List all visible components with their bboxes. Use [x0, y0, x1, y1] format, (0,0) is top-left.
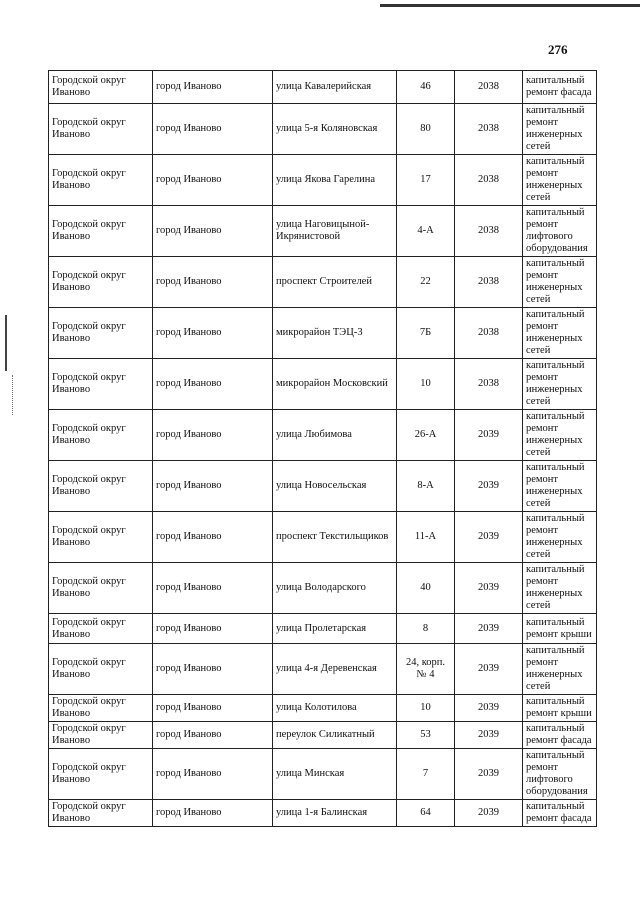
city-cell: город Иваново — [153, 104, 273, 155]
work-type-cell: капитальный ремонт фасада — [523, 800, 597, 827]
scan-edge-dots — [12, 375, 14, 415]
work-type-cell: капитальный ремонт инженерных сетей — [523, 644, 597, 695]
table-row — [49, 461, 597, 512]
work-type-cell: капитальный ремонт лифтового оборудования — [523, 749, 597, 800]
year-cell: 2039 — [455, 644, 523, 695]
okrug-cell: Городской округ Иваново — [49, 359, 153, 410]
house-number-cell: 53 — [397, 722, 455, 749]
table-row — [49, 800, 597, 827]
city-cell: город Иваново — [153, 155, 273, 206]
page-number: 276 — [548, 42, 568, 57]
street-cell: проспект Строителей — [273, 257, 397, 308]
table-row — [49, 104, 597, 155]
work-type-cell: капитальный ремонт фасада — [523, 71, 597, 104]
city-cell: город Иваново — [153, 461, 273, 512]
city-cell: город Иваново — [153, 410, 273, 461]
year-cell: 2038 — [455, 71, 523, 104]
work-type-cell: капитальный ремонт лифтового оборудования — [523, 206, 597, 257]
work-type-cell: капитальный ремонт инженерных сетей — [523, 410, 597, 461]
street-cell: улица 4-я Деревенская — [273, 644, 397, 695]
table-row — [49, 359, 597, 410]
okrug-cell: Городской округ Иваново — [49, 695, 153, 722]
city-cell: город Иваново — [153, 257, 273, 308]
city-cell: город Иваново — [153, 359, 273, 410]
work-type-cell: капитальный ремонт крыши — [523, 614, 597, 644]
street-cell: улица Наговицыной-Икрянистовой — [273, 206, 397, 257]
year-cell: 2038 — [455, 257, 523, 308]
year-cell: 2038 — [455, 206, 523, 257]
okrug-cell: Городской округ Иваново — [49, 155, 153, 206]
work-type-cell: капитальный ремонт инженерных сетей — [523, 308, 597, 359]
table-row — [49, 695, 597, 722]
house-number-cell: 22 — [397, 257, 455, 308]
street-cell: улица 1-я Балинская — [273, 800, 397, 827]
work-type-cell: капитальный ремонт фасада — [523, 722, 597, 749]
table-row — [49, 614, 597, 644]
house-number-cell: 46 — [397, 71, 455, 104]
table-row — [49, 257, 597, 308]
year-cell: 2039 — [455, 695, 523, 722]
city-cell: город Иваново — [153, 644, 273, 695]
table-row — [49, 749, 597, 800]
year-cell: 2039 — [455, 614, 523, 644]
house-number-cell: 7 — [397, 749, 455, 800]
okrug-cell: Городской округ Иваново — [49, 563, 153, 614]
table-row — [49, 644, 597, 695]
house-number-cell: 10 — [397, 359, 455, 410]
okrug-cell: Городской округ Иваново — [49, 206, 153, 257]
work-type-cell: капитальный ремонт инженерных сетей — [523, 104, 597, 155]
house-number-cell: 64 — [397, 800, 455, 827]
house-number-cell: 4-А — [397, 206, 455, 257]
work-type-cell: капитальный ремонт крыши — [523, 695, 597, 722]
house-number-cell: 17 — [397, 155, 455, 206]
okrug-cell: Городской округ Иваново — [49, 800, 153, 827]
housing-repair-table — [48, 70, 597, 827]
okrug-cell: Городской округ Иваново — [49, 104, 153, 155]
okrug-cell: Городской округ Иваново — [49, 512, 153, 563]
city-cell: город Иваново — [153, 614, 273, 644]
house-number-cell: 24, корп. № 4 — [397, 644, 455, 695]
okrug-cell: Городской округ Иваново — [49, 71, 153, 104]
table-row — [49, 206, 597, 257]
okrug-cell: Городской округ Иваново — [49, 410, 153, 461]
year-cell: 2038 — [455, 155, 523, 206]
street-cell: микрорайон ТЭЦ-3 — [273, 308, 397, 359]
okrug-cell: Городской округ Иваново — [49, 614, 153, 644]
street-cell: улица Минская — [273, 749, 397, 800]
table-row — [49, 563, 597, 614]
city-cell: город Иваново — [153, 749, 273, 800]
work-type-cell: капитальный ремонт инженерных сетей — [523, 461, 597, 512]
year-cell: 2039 — [455, 563, 523, 614]
year-cell: 2039 — [455, 461, 523, 512]
house-number-cell: 10 — [397, 695, 455, 722]
table-row — [49, 155, 597, 206]
street-cell: проспект Текстильщиков — [273, 512, 397, 563]
house-number-cell: 7Б — [397, 308, 455, 359]
city-cell: город Иваново — [153, 71, 273, 104]
work-type-cell: капитальный ремонт инженерных сетей — [523, 512, 597, 563]
street-cell: переулок Силикатный — [273, 722, 397, 749]
year-cell: 2039 — [455, 749, 523, 800]
house-number-cell: 11-А — [397, 512, 455, 563]
city-cell: город Иваново — [153, 512, 273, 563]
okrug-cell: Городской округ Иваново — [49, 722, 153, 749]
city-cell: город Иваново — [153, 563, 273, 614]
year-cell: 2039 — [455, 512, 523, 563]
work-type-cell: капитальный ремонт инженерных сетей — [523, 155, 597, 206]
scan-edge-left — [5, 315, 7, 371]
street-cell: улица Кавалерийская — [273, 71, 397, 104]
city-cell: город Иваново — [153, 695, 273, 722]
street-cell: микрорайон Московский — [273, 359, 397, 410]
work-type-cell: капитальный ремонт инженерных сетей — [523, 563, 597, 614]
house-number-cell: 40 — [397, 563, 455, 614]
okrug-cell: Городской округ Иваново — [49, 257, 153, 308]
year-cell: 2038 — [455, 359, 523, 410]
street-cell: улица Любимова — [273, 410, 397, 461]
table-row — [49, 308, 597, 359]
house-number-cell: 8-А — [397, 461, 455, 512]
city-cell: город Иваново — [153, 722, 273, 749]
street-cell: улица Новосельская — [273, 461, 397, 512]
year-cell: 2038 — [455, 104, 523, 155]
house-number-cell: 26-А — [397, 410, 455, 461]
street-cell: улица Якова Гарелина — [273, 155, 397, 206]
city-cell: город Иваново — [153, 206, 273, 257]
house-number-cell: 8 — [397, 614, 455, 644]
work-type-cell: капитальный ремонт инженерных сетей — [523, 359, 597, 410]
okrug-cell: Городской округ Иваново — [49, 749, 153, 800]
year-cell: 2039 — [455, 800, 523, 827]
year-cell: 2039 — [455, 722, 523, 749]
house-number-cell: 80 — [397, 104, 455, 155]
table-row — [49, 512, 597, 563]
table-row — [49, 410, 597, 461]
street-cell: улица Колотилова — [273, 695, 397, 722]
year-cell: 2039 — [455, 410, 523, 461]
okrug-cell: Городской округ Иваново — [49, 308, 153, 359]
year-cell: 2038 — [455, 308, 523, 359]
street-cell: улица Пролетарская — [273, 614, 397, 644]
city-cell: город Иваново — [153, 800, 273, 827]
okrug-cell: Городской округ Иваново — [49, 461, 153, 512]
table-row — [49, 722, 597, 749]
city-cell: город Иваново — [153, 308, 273, 359]
work-type-cell: капитальный ремонт инженерных сетей — [523, 257, 597, 308]
table-row — [49, 71, 597, 104]
okrug-cell: Городской округ Иваново — [49, 644, 153, 695]
scan-edge-top — [380, 4, 640, 7]
street-cell: улица 5-я Коляновская — [273, 104, 397, 155]
street-cell: улица Володарского — [273, 563, 397, 614]
